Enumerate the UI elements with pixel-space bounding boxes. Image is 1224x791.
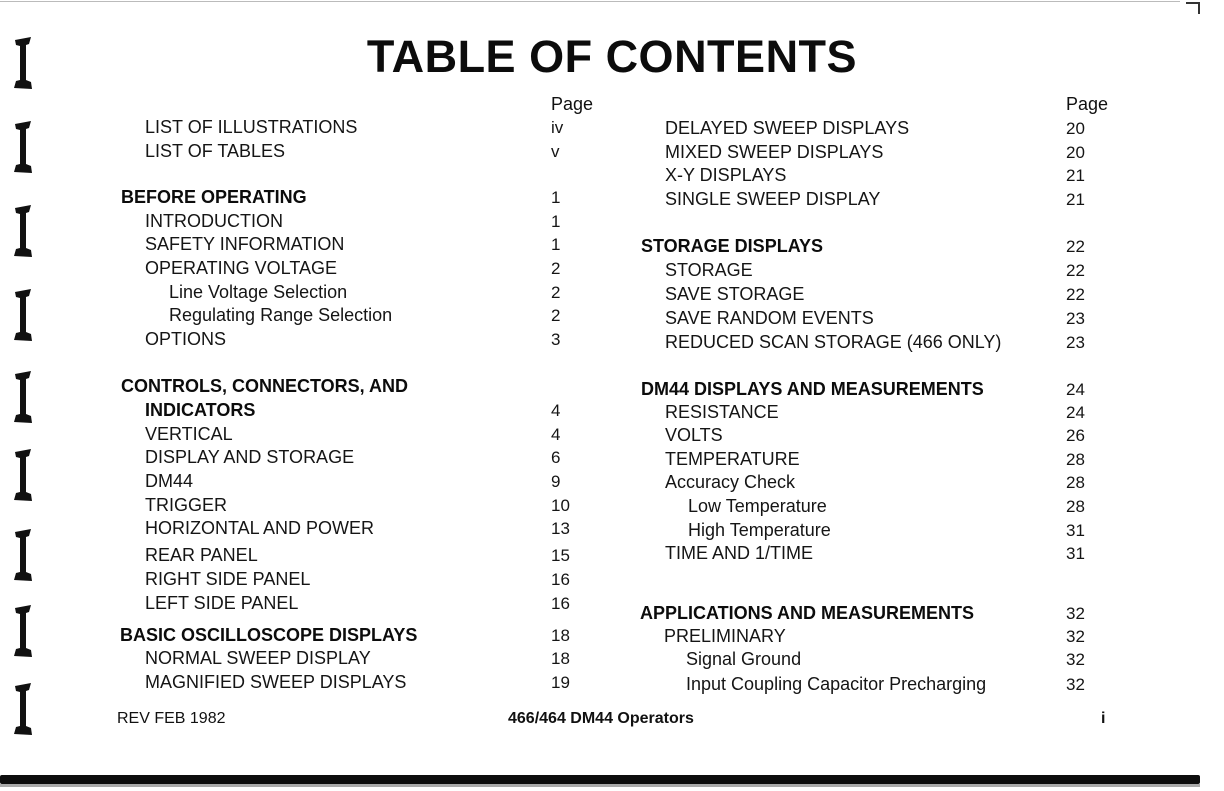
right-entry-page: 24 (1066, 403, 1085, 422)
right-entry-title: High Temperature (688, 520, 831, 540)
right-entry-page: 26 (1066, 426, 1085, 445)
right-entry-title: VOLTS (665, 425, 723, 445)
left-entry-page: v (551, 142, 560, 161)
right-entry-title: X-Y DISPLAYS (665, 165, 787, 185)
left-entry-page: 16 (551, 570, 570, 589)
right-entry-page: 23 (1066, 309, 1085, 328)
right-entry-page: 32 (1066, 650, 1085, 669)
left-entry-page: 13 (551, 519, 570, 538)
right-entry-page: 22 (1066, 285, 1085, 304)
left-entry-page: 4 (551, 425, 561, 444)
right-entry-page: 22 (1066, 237, 1085, 256)
right-entry-page: 32 (1066, 604, 1085, 623)
top-edge-line (0, 1, 1180, 2)
left-entry-page: 19 (551, 673, 570, 692)
binding-hole-mark (12, 604, 34, 676)
right-page-header: Page (1066, 94, 1109, 114)
left-entry-page: 2 (551, 306, 561, 325)
left-entry-page: 18 (551, 649, 570, 668)
left-entry-title: CONTROLS, CONNECTORS, AND (121, 376, 409, 396)
right-entry-page: 32 (1066, 627, 1085, 646)
left-entry-title: HORIZONTAL AND POWER (145, 518, 375, 538)
left-entry-title: MAGNIFIED SWEEP DISPLAYS (145, 672, 407, 692)
right-entry-page: 24 (1066, 380, 1085, 399)
right-entry-page: 20 (1066, 119, 1085, 138)
right-entry-page: 23 (1066, 333, 1085, 352)
left-entry-title: SAFETY INFORMATION (145, 234, 345, 254)
left-entry-page: 10 (551, 496, 570, 515)
left-entry-title: INTRODUCTION (145, 211, 283, 231)
right-entry-title: PRELIMINARY (664, 626, 786, 646)
binding-hole-mark (12, 120, 34, 192)
right-entry-title: Accuracy Check (665, 472, 796, 492)
left-entry-title: INDICATORS (145, 400, 256, 420)
corner-mark (1186, 2, 1200, 14)
right-entry-page: 20 (1066, 143, 1085, 162)
binding-hole-mark (12, 448, 34, 520)
right-entry-title: MIXED SWEEP DISPLAYS (665, 142, 884, 162)
left-entry-page: 9 (551, 472, 561, 491)
right-entry-page: 28 (1066, 497, 1085, 516)
left-entry-page: 1 (551, 212, 561, 231)
right-entry-title: Input Coupling Capacitor Precharging (686, 674, 987, 694)
right-entry-title: SAVE RANDOM EVENTS (665, 308, 874, 328)
left-entry-page: iv (551, 118, 564, 137)
right-entry-title: DELAYED SWEEP DISPLAYS (665, 118, 910, 138)
right-entry-title: RESISTANCE (665, 402, 779, 422)
right-entry-title: APPLICATIONS AND MEASUREMENTS (640, 603, 975, 623)
left-entry-title: BEFORE OPERATING (121, 187, 307, 207)
left-entry-page: 1 (551, 188, 561, 207)
right-entry-page: 31 (1066, 544, 1085, 563)
left-entry-title: Line Voltage Selection (169, 282, 348, 302)
right-entry-title: TIME AND 1/TIME (665, 543, 814, 563)
left-entry-title: DISPLAY AND STORAGE (145, 447, 355, 467)
left-entry-title: TRIGGER (145, 495, 228, 515)
right-entry-page: 31 (1066, 521, 1085, 540)
right-entry-page: 32 (1066, 675, 1085, 694)
left-entry-page: 1 (551, 235, 561, 254)
right-entry-page: 21 (1066, 166, 1085, 185)
left-entry-title: OPERATING VOLTAGE (145, 258, 338, 278)
left-entry-page: 6 (551, 448, 561, 467)
left-entry-page: 2 (551, 259, 561, 278)
right-entry-title: Low Temperature (688, 496, 827, 516)
left-entry-title: BASIC OSCILLOSCOPE DISPLAYS (120, 625, 418, 645)
right-entry-page: 28 (1066, 473, 1085, 492)
bottom-edge-bar (0, 775, 1200, 784)
binding-hole-mark (12, 288, 34, 360)
footer-manual-title: 466/464 DM44 Operators (508, 710, 694, 727)
right-entry-page: 28 (1066, 450, 1085, 469)
left-entry-title: Regulating Range Selection (169, 305, 393, 325)
left-entry-title: LIST OF ILLUSTRATIONS (145, 117, 358, 137)
right-entry-title: SINGLE SWEEP DISPLAY (665, 189, 881, 209)
left-entry-title: OPTIONS (145, 329, 227, 349)
left-entry-title: LEFT SIDE PANEL (145, 593, 299, 613)
bottom-edge-shadow (0, 784, 1200, 787)
left-entry-title: VERTICAL (145, 424, 233, 444)
right-entry-title: DM44 DISPLAYS AND MEASUREMENTS (641, 379, 984, 399)
left-entry-page: 15 (551, 546, 570, 565)
left-entry-title: NORMAL SWEEP DISPLAY (145, 648, 371, 668)
page-title: TABLE OF CONTENTS (366, 31, 858, 82)
right-entry-page: 22 (1066, 261, 1085, 280)
left-entry-title: LIST OF TABLES (145, 141, 286, 161)
footer-revision: REV FEB 1982 (117, 710, 226, 727)
left-page-header: Page (551, 94, 594, 114)
right-entry-title: TEMPERATURE (665, 449, 800, 469)
right-entry-title: Signal Ground (686, 649, 802, 669)
right-entry-title: SAVE STORAGE (665, 284, 805, 304)
left-entry-title: DM44 (145, 471, 194, 491)
right-entry-title: REDUCED SCAN STORAGE (466 ONLY) (665, 332, 1002, 352)
binding-hole-mark (12, 682, 34, 754)
right-entry-page: 21 (1066, 190, 1085, 209)
left-entry-page: 18 (551, 626, 570, 645)
left-entry-title: REAR PANEL (145, 545, 258, 565)
binding-hole-mark (12, 370, 34, 442)
right-entry-title: STORAGE (665, 260, 753, 280)
left-entry-page: 4 (551, 401, 561, 420)
binding-hole-mark (12, 204, 34, 276)
binding-hole-mark (12, 528, 34, 600)
footer-page-number: i (1101, 710, 1106, 727)
left-entry-page: 2 (551, 283, 561, 302)
right-entry-title: STORAGE DISPLAYS (641, 236, 824, 256)
left-entry-page: 16 (551, 594, 570, 613)
left-entry-title: RIGHT SIDE PANEL (145, 569, 311, 589)
left-entry-page: 3 (551, 330, 561, 349)
